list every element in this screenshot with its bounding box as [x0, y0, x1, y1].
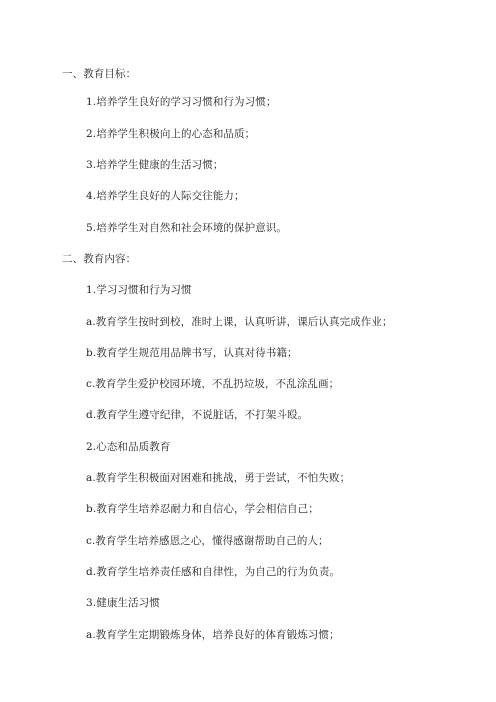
section-heading-goals: 一、教育目标： [62, 68, 137, 80]
section-heading-content: 二、教育内容： [62, 253, 137, 265]
content-item-2: 2.心态和品质教育 [86, 441, 171, 453]
content-subitem-2d: d.教育学生培养责任感和自律性，为自己的行为负责。 [86, 566, 341, 578]
content-subitem-1b: b.教育学生规范用品牌书写，认真对待书籍； [86, 347, 298, 359]
goal-item-4: 4.培养学生良好的人际交往能力； [86, 190, 245, 202]
goal-item-5: 5.培养学生对自然和社会环境的保护意识。 [86, 222, 288, 234]
goal-item-3: 3.培养学生健康的生活习惯； [86, 159, 224, 171]
content-subitem-1a: a.教育学生按时到校，准时上课，认真听讲，课后认真完成作业； [86, 316, 393, 328]
content-item-1: 1.学习习惯和行为习惯 [86, 284, 192, 296]
content-subitem-2b: b.教育学生培养忍耐力和自信心，学会相信自己； [86, 503, 319, 515]
content-item-3: 3.健康生活习惯 [86, 597, 160, 609]
content-subitem-1d: d.教育学生遵守纪律，不说脏话，不打架斗殴。 [86, 409, 309, 421]
content-subitem-3a: a.教育学生定期锻炼身体，培养良好的体育锻炼习惯； [86, 629, 340, 641]
content-subitem-2a: a.教育学生积极面对困难和挑战，勇于尝试，不怕失败； [86, 472, 351, 484]
content-subitem-1c: c.教育学生爱护校园环境，不乱扔垃圾，不乱涂乱画； [86, 378, 340, 390]
content-subitem-2c: c.教育学生培养感恩之心，懂得感谢帮助自己的人； [86, 535, 329, 547]
goal-item-1: 1.培养学生良好的学习习惯和行为习惯； [86, 96, 277, 108]
goal-item-2: 2.培养学生积极向上的心态和品质； [86, 128, 256, 140]
